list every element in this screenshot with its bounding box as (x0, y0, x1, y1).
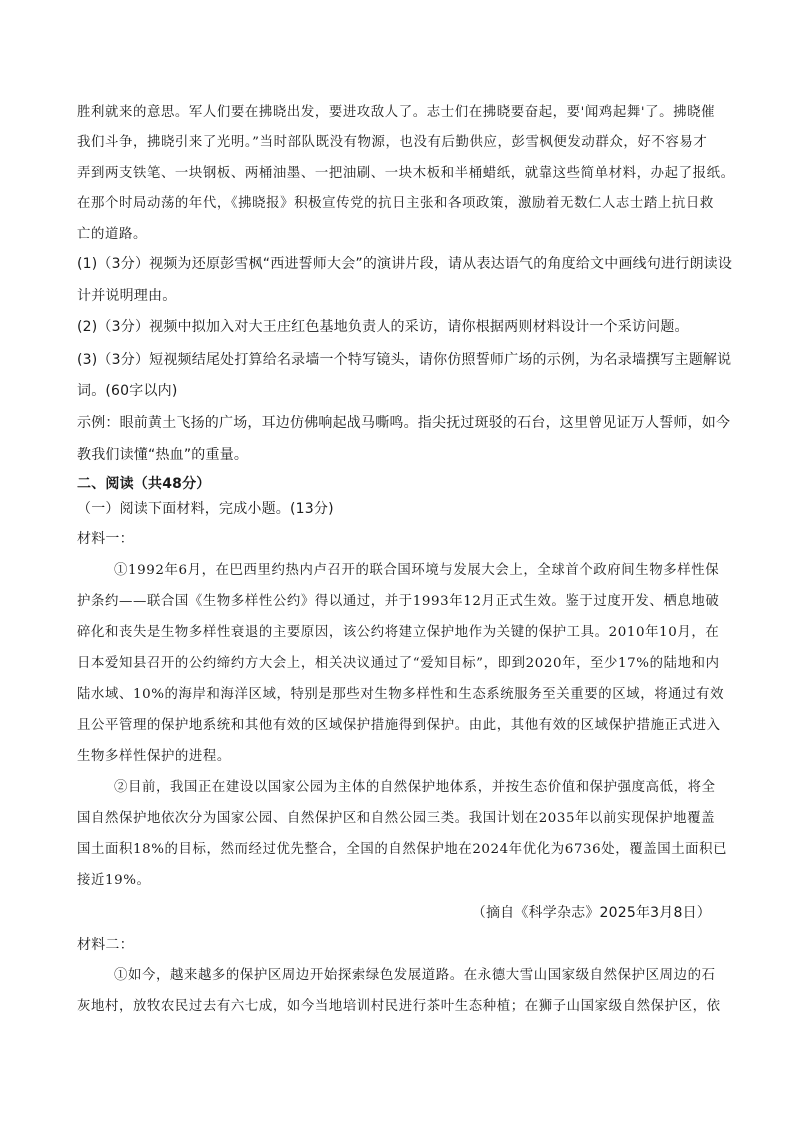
text-line: (1)（3分）视频为还原彭雪枫“西进誓师大会”的演讲片段，请从表达语气的角度给文中画线句进行朗读设 (77, 256, 733, 272)
text-line: ①1992年6月，在巴西里约热内卢召开的联合国环境与发展大会上，全球首个政府间生物多样性保 (114, 563, 720, 578)
text-line: 教我们读懂“热血”的重量。 (77, 447, 249, 463)
text-line: (2)（3分）视频中拟加入对大王庄红色基地负责人的采访，请你根据两则材料设计一个采访问题。 (77, 319, 689, 335)
text-line: ①如今，越来越多的保护区周边开始探索绿色发展道路。在永德大雪山国家级自然保护区周边的石 (114, 968, 716, 983)
text-line: （一）阅读下面材料，完成小题。(13分) (77, 501, 334, 517)
text-line: 词。(60字以内) (77, 383, 178, 399)
text-line: 接近19%。 (77, 873, 151, 888)
text-line: 二、阅读（共48分） (77, 476, 211, 492)
text-line: 碎化和丧失是生物多样性衰退的主要原因，该公约将建立保护地作为关键的保护工具。2010年10月，在 (77, 625, 720, 640)
text-line: 弄到两支铁笔、一块钢板、两桶油墨、一把油刷、一块木板和半桶蜡纸，就靠这些简单材料，办起了报纸。 (77, 166, 735, 181)
text-line: 生物多样性保护的进程。 (77, 749, 231, 764)
text-line: 国自然保护地依次分为国家公园、自然保护区和自然公园三类。我国计划在2035年以前实现保护地覆盖 (77, 811, 716, 826)
text-line: 陆水域、10%的海岸和海洋区域，特别是那些对生物多样性和生态系统服务至关重要的区域，将通过有效 (77, 687, 725, 702)
text-line: (3)（3分）短视频结尾处打算给名录墙一个特写镜头，请你仿照誓师广场的示例，为名录墙撰写主题解说 (77, 352, 732, 368)
text-line: 且公平管理的保护地系统和其他有效的区域保护措施得到保护。由此，其他有效的区域保护措施正式进入 (77, 718, 721, 733)
text-line: ②目前，我国正在建设以国家公园为主体的自然保护地体系，并按生态价值和保护强度高低，将全 (114, 780, 716, 795)
text-line: 胜利就来的意思。军人们要在拂晓出发，要进攻敌人了。志士们在拂晓要奋起，要'闻鸡起舞'了。拂晓催 (77, 105, 716, 120)
text-line: 示例：眼前黄土飞扬的广场，耳边仿佛响起战马嘶鸣。指尖抚过斑驳的石台，这里曾见证万人誓师，如今 (77, 415, 731, 431)
text-line: 护条约——联合国《生物多样性公约》得以通过，并于1993年12月正式生效。鉴于过度开发、栖息地破 (77, 594, 720, 609)
text-line: 计并说明理由。 (77, 288, 177, 304)
text-line: 在那个时局动荡的年代，《拂晓报》积极宣传党的抗日主张和各项政策，激励着无数仁人志士踏上抗日救 (77, 196, 714, 211)
text-line: 日本爱知县召开的公约缔约方大会上，相关决议通过了“爱知目标”，即到2020年，至少17%的陆地和内 (77, 656, 720, 671)
text-line: 材料一： (77, 531, 134, 547)
text-line: 灰地村，放牧农民过去有六七成，如今当地培训村民进行茶叶生态种植；在狮子山国家级自然保护区，依 (77, 999, 721, 1014)
text-line: 材料二： (77, 937, 134, 953)
text-line: 我们斗争，拂晓引来了光明。”当时部队既没有物源，也没有后勤供应，彭雪枫便发动群众，好不容易才 (77, 135, 708, 150)
text-line: （摘自《科学杂志》2025年3月8日） (471, 905, 711, 921)
text-line: 国土面积18%的目标，然而经过优先整合，全国的自然保护地在2024年优化为6736处，覆盖国土面积已 (77, 842, 728, 857)
text-line: 亡的道路。 (77, 227, 147, 242)
